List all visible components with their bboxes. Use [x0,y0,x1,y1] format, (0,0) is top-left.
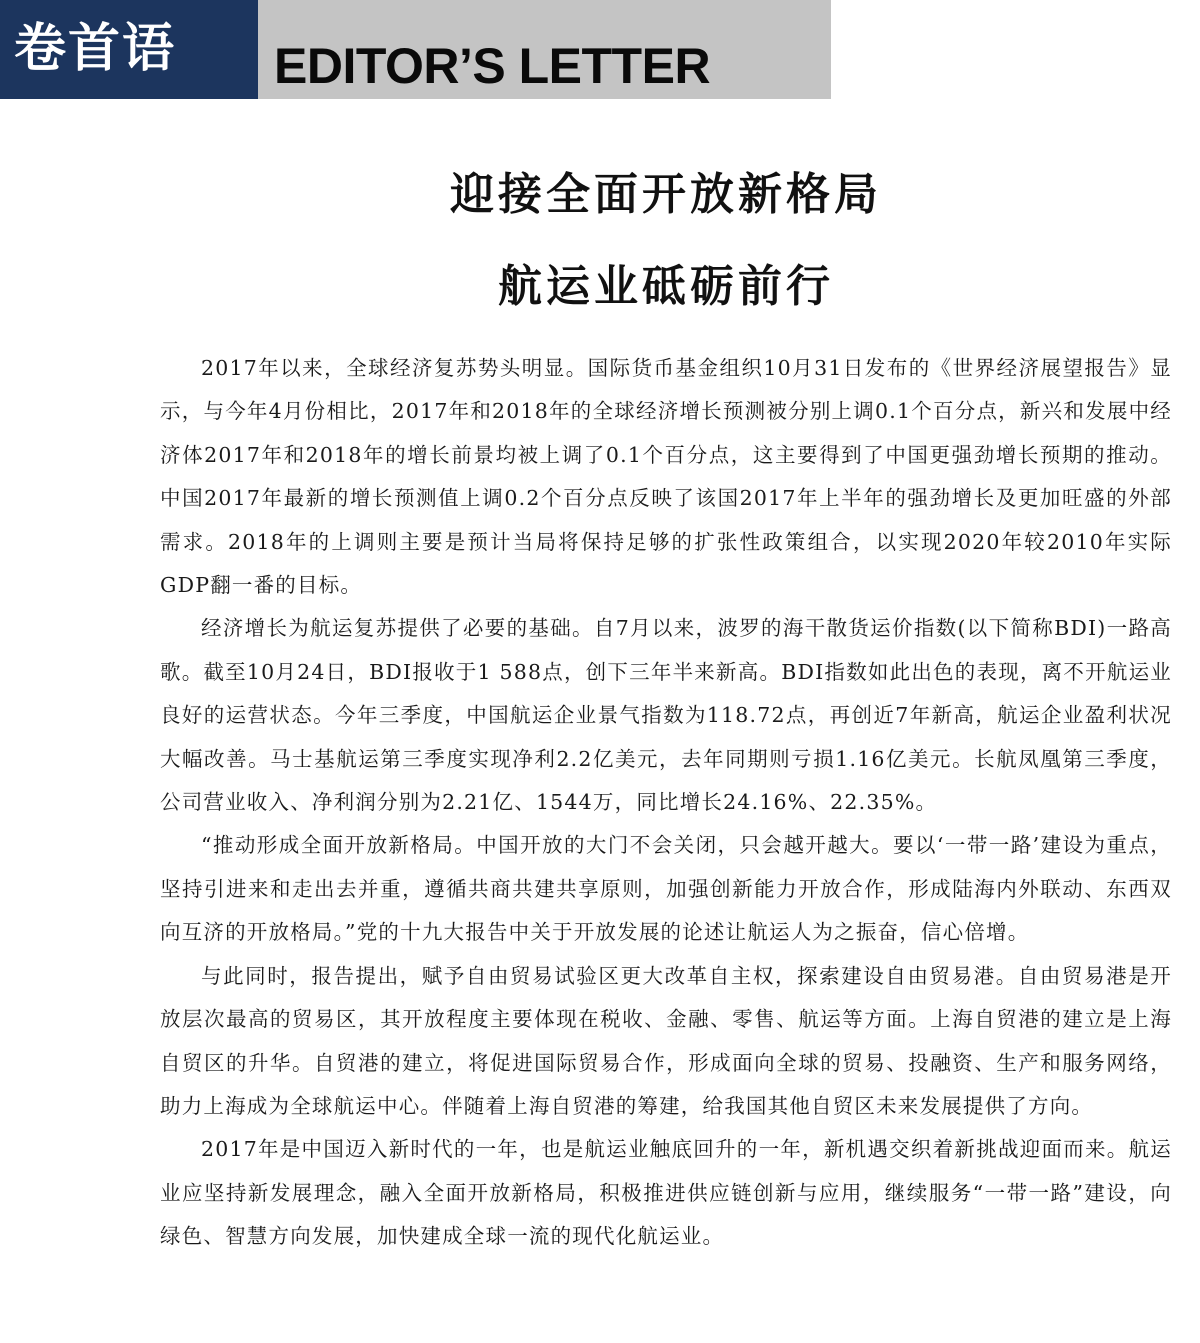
section-label-en: EDITOR’S LETTER [258,0,831,99]
article-title-line-2: 航运业砥砺前行 [498,261,834,312]
paragraph-4: 与此同时，报告提出，赋予自由贸易试验区更大改革自主权，探索建设自由贸易港。自由贸易港是开放层次最高的贸易区，其开放程度主要体现在税收、金融、零售、航运等方面。上海自贸港的建立是上海自贸区的升华。自贸港的建立，将促进国际贸易合作，形成面向全球的贸易、投融资、生产和服务网络，助力上海成为全球航运中心。伴随着上海自贸港的筹建，给我国其他自贸区未来发展提供了方向。 [160,963,1172,1118]
article-body [160,347,1172,1259]
paragraph-3: “推动形成全面开放新格局。中国开放的大门不会关闭，只会越开越大。要以‘一带一路’建设为重点，坚持引进来和走出去并重，遵循共商共建共享原则，加强创新能力开放合作，形成陆海内外联动、东西双向互济的开放格局。”党的十九大报告中关于开放发展的论述让航运人为之振奋，信心倍增。 [160,833,1172,945]
paragraph-5: 2017年是中国迈入新时代的一年，也是航运业触底回升的一年，新机遇交织着新挑战迎面而来。航运业应坚持新发展理念，融入全面开放新格局，积极推进供应链创新与应用，继续服务“一带一路”建设，向绿色、智慧方向发展，加快建成全球一流的现代化航运业。 [160,1137,1172,1249]
paragraph-1: 2017年以来，全球经济复苏势头明显。国际货币基金组织10月31日发布的《世界经济展望报告》显示，与今年4月份相比，2017年和2018年的全球经济增长预测被分别上调0.1个百分点，新兴和发展中经济体2017年和2018年的增长前景均被上调了0.1个百分点，这主要得到了中国更强劲增长预期的推动。中国2017年最新的增长预测值上调0.2个百分点反映了该国2017年上半年的强劲增长及更加旺盛的外部需求。2018年的上调则主要是预计当局将保持足够的扩张性政策组合，以实现2020年较2010年实际GDP翻一番的目标。 [160,356,1172,598]
section-label-cn: 卷首语 [0,0,258,99]
article-title-line-1: 迎接全面开放新格局 [450,169,882,220]
paragraph-2: 经济增长为航运复苏提供了必要的基础。自7月以来，波罗的海干散货运价指数(以下简称BDI)一路高歌。截至10月24日，BDI报收于1 588点，创下三年半来新高。BDI指数如此出色的表现，离不开航运业良好的运营状态。今年三季度，中国航运企业景气指数为118.72点，再创近7年新高，航运企业盈利状况大幅改善。马士基航运第三季度实现净利2.2亿美元，去年同期则亏损1.16亿美元。长航凤凰第三季度，公司营业收入、净利润分别为2.21亿、1544万，同比增长24.16%、22.35%。 [160,616,1172,815]
